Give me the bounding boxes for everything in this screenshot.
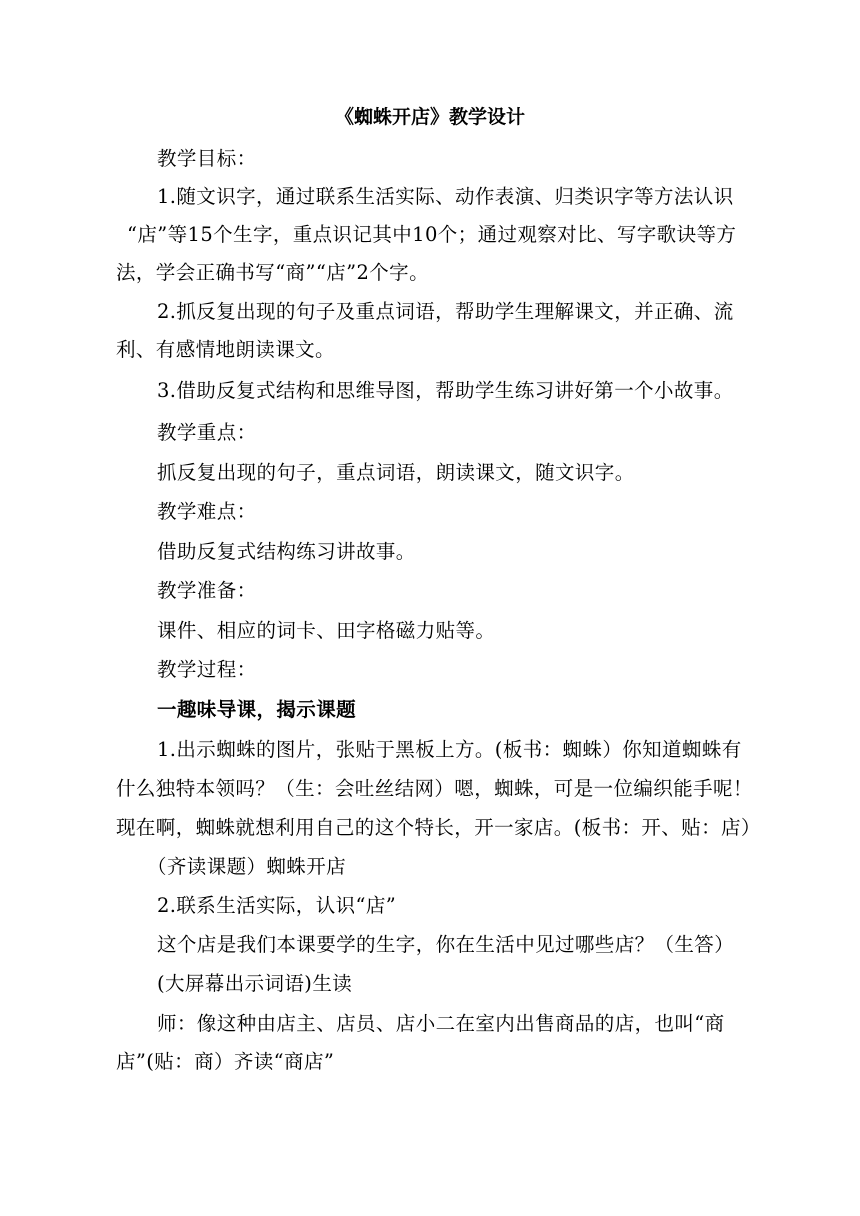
section-heading-1: 一趣味导课，揭示课题 [157,698,357,721]
document-title: 《蜘蛛开店》教学设计 [334,106,525,128]
process-1-line-1: 1.出示蜘蛛的图片，张贴于黑板上方。(板书：蜘蛛）你知道蜘蛛有 [157,738,742,761]
preparation-text: 课件、相应的词卡、田字格磁力贴等。 [157,619,496,642]
objective-2-line-1: 2.抓反复出现的句子及重点词语，帮助学生理解课文，并正确、流 [157,300,734,323]
heading-process: 教学过程： [157,658,257,681]
heading-preparation: 教学准备： [157,579,257,602]
objective-2-line-2: 利、有感情地朗读课文。 [116,338,335,361]
heading-key-points: 教学重点： [157,421,257,444]
difficulties-text: 借助反复式结构练习讲故事。 [157,540,416,563]
objective-3: 3.借助反复式结构和思维导图，帮助学生练习讲好第一个小故事。 [157,379,734,402]
process-2-heading: 2.联系生活实际，认识“店” [157,894,397,917]
heading-difficulties: 教学难点： [157,500,257,523]
process-1-line-4: （齐读课题）蜘蛛开店 [147,855,347,878]
process-2-line-4: 店”(贴：商）齐读“商店” [116,1050,335,1073]
process-2-line-3: 师：像这种由店主、店员、店小二在室内出售商品的店，也叫“商 [157,1012,725,1035]
process-1-line-3: 现在啊，蜘蛛就想利用自己的这个特长，开一家店。(板书：开、贴：店） [116,816,761,839]
objective-1-line-1: 1.随文识字，通过联系生活实际、动作表演、归类识字等方法认识 [157,185,734,208]
objective-1-line-3: 法，学会正确书写“商”“店”2个字。 [116,261,429,284]
heading-objectives: 教学目标： [157,147,257,170]
process-2-line-1: 这个店是我们本课要学的生字，你在生活中见过哪些店？（生答） [157,933,735,956]
objective-1-line-2: “店”等15个生字，重点识记其中10个；通过观察对比、写字歌诀等方 [127,223,737,246]
process-1-line-2: 什么独特本领吗？（生：会吐丝结网）嗯，蜘蛛，可是一位编织能手呢！ [116,777,753,800]
process-2-line-2: (大屏幕出示词语)生读 [157,972,353,995]
key-points-text: 抓反复出现的句子，重点词语，朗读课文，随文识字。 [157,461,635,484]
